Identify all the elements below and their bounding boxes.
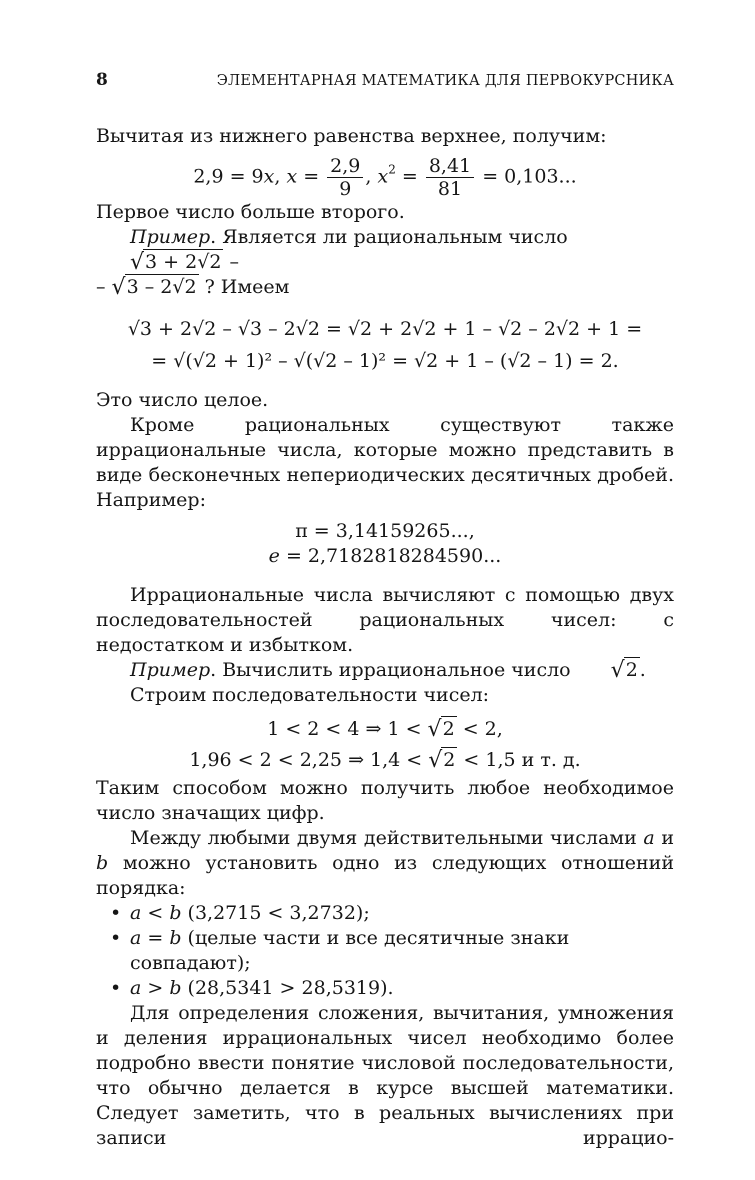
example-rational-question: Пример. Является ли рациональным число √3 + 2√2 – <box>96 225 674 275</box>
list-item: • a = b (целые части и все десятичные знаки совпадают); <box>110 927 570 974</box>
bullet-icon: • <box>110 902 122 924</box>
bullet-icon: • <box>110 977 122 999</box>
example-label-2: Пример <box>130 659 211 681</box>
paragraph-operations: Для определения сложения, вычитания, умножения и деления иррациональных чисел необходимо более подробно ввести понятие числовой последовательности, что обычно делается в курсе высшей математики. Следует заметить, что в реальных вычислениях при записи иррацио- <box>96 1002 674 1149</box>
bullet-icon: • <box>110 927 122 949</box>
paragraph-subtract: Вычитая из нижнего равенства верхнее, получим: <box>96 125 607 147</box>
paragraph-build-sequences: Строим последовательности чисел: <box>130 684 490 706</box>
sqrt-3-minus-2sqrt2: √3 – 2√2 <box>111 275 197 300</box>
equation-root-identity-line1: √3 + 2√2 – √3 – 2√2 = √2 + 2√2 + 1 – √2 – 2√2 + 1 = <box>127 318 643 340</box>
equation-x-value: 2,9 = 9x, x = $\frac{2,9}{9}$ , $x^2$ = $\frac{8,41}{81}$ = 0,103... <box>193 155 577 200</box>
sqrt-3-plus-2sqrt2: √3 + 2√2 <box>130 250 222 275</box>
paragraph-irrational-compute: Иррациональные числа вычисляют с помощью двух последовательностей рациональных чисел: с недостатком и избытком. <box>96 584 674 656</box>
equation-root-identity-line2: = √(√2 + 1)² – √(√2 – 1)² = √2 + 1 – (√2 – 1) = 2. <box>151 350 619 372</box>
paragraph-order-relations: Между любыми двумя действительными числами a и b можно установить одно из следующих отношений порядка: <box>96 827 674 899</box>
paragraph-significant-digits: Таким способом можно получить любое необходимое число значащих цифр. <box>96 777 674 824</box>
equation-sequence-2: 1,96 < 2 < 2,25 ⇒ 1,4 < √2 < 1,5 и т. д. <box>189 748 581 773</box>
sqrt-2: √2 <box>610 658 638 683</box>
page-header <box>96 70 674 94</box>
fraction-8-41-over-81: $\frac{8,41}{81}$ <box>426 155 474 200</box>
paragraph-first-greater: Первое число больше второго. <box>96 201 405 223</box>
equation-e: e = 2,7182818284590... <box>268 545 502 567</box>
list-item: • a > b (28,5341 > 28,5319). <box>110 977 394 999</box>
equation-sequence-1: 1 < 2 < 4 ⇒ 1 < √2 < 2, <box>267 717 503 742</box>
example-sqrt2: Пример. Вычислить иррациональное число √2 . <box>130 658 646 683</box>
equation-pi: π = 3,14159265..., <box>295 520 475 542</box>
order-relations-list <box>96 901 674 1001</box>
page-body <box>96 124 674 1151</box>
fraction-2-9-over-9: $\frac{2,9}{9}$ <box>327 155 363 200</box>
running-title: ЭЛЕМЕНТАРНАЯ МАТЕМАТИКА ДЛЯ ПЕРВОКУРСНИКА <box>216 73 674 89</box>
paragraph-irrational-intro: Кроме рациональных существуют также иррациональные числа, которые можно представить в виде бесконечных непериодических десятичных дробей. Например: <box>96 414 674 511</box>
paragraph-integer: Это число целое. <box>96 389 269 411</box>
page-number: 8 <box>96 70 108 90</box>
list-item: • a < b (3,2715 < 3,2732); <box>110 902 370 924</box>
example-label: Пример <box>130 226 211 248</box>
example-rational-question-cont: – √3 – 2√2 ? Имеем <box>96 275 290 300</box>
